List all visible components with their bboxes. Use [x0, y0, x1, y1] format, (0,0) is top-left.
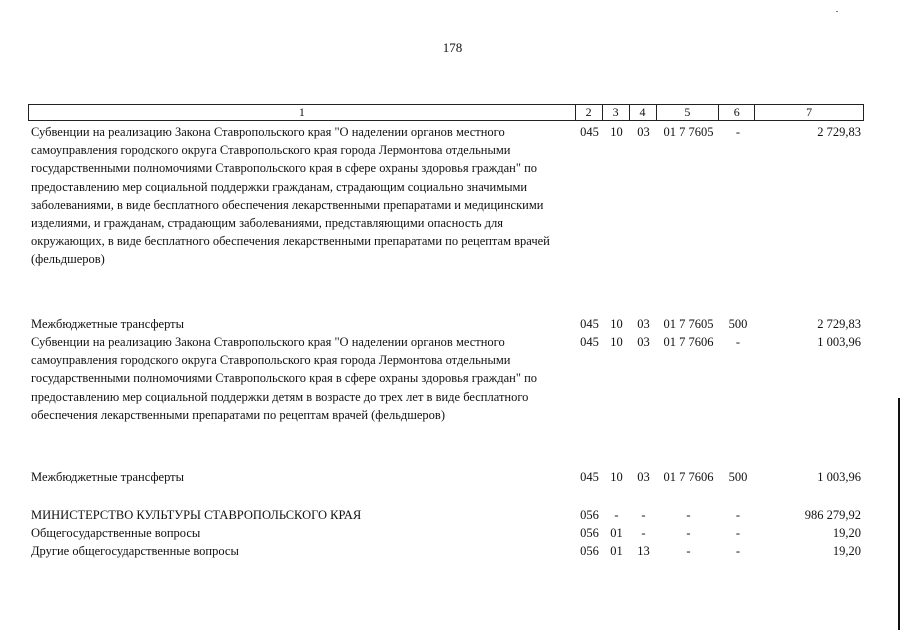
row-subsection-code: -	[641, 508, 646, 522]
row-section-code: 10	[610, 317, 623, 331]
row-admin-code: 056	[580, 508, 599, 522]
column-header-7: 7	[806, 105, 813, 119]
row-name: МИНИСТЕРСТВО КУЛЬТУРЫ СТАВРОПОЛЬСКОГО КРАЯ	[31, 508, 362, 522]
row-target-article: -	[686, 544, 691, 558]
row-amount: 1 003,96	[817, 470, 861, 484]
scan-margin-line	[898, 398, 900, 630]
row-amount: 2 729,83	[817, 125, 861, 139]
column-header-6: 6	[719, 105, 755, 120]
row-name: Межбюджетные трансферты	[31, 470, 185, 484]
row-section-code: 10	[610, 335, 623, 349]
scan-speck	[836, 11, 838, 12]
row-expense-type: -	[735, 335, 741, 349]
column-header-4: 4	[630, 105, 657, 120]
row-name: Общегосударственные вопросы	[31, 526, 201, 540]
row-expense-type: -	[735, 544, 741, 558]
row-section-code: 10	[610, 125, 623, 139]
row-amount: 19,20	[832, 544, 861, 558]
row-name: Другие общегосударственные вопросы	[31, 544, 239, 558]
column-header-2: 2	[576, 105, 603, 120]
row-section-code: 10	[610, 470, 623, 484]
row-admin-code: 045	[580, 125, 599, 139]
row-name: Межбюджетные трансферты	[31, 317, 185, 331]
row-amount: 1 003,96	[817, 335, 861, 349]
row-target-article: 01 7 7605	[663, 125, 714, 139]
row-target-article: 01 7 7605	[663, 317, 714, 331]
row-expense-type: 500	[728, 317, 748, 331]
row-target-article: -	[686, 508, 691, 522]
row-section-code: -	[614, 508, 619, 522]
row-subsection-code: 03	[637, 317, 650, 331]
row-amount: 986 279,92	[804, 508, 861, 522]
row-expense-type: -	[735, 526, 741, 540]
row-admin-code: 056	[580, 526, 599, 540]
row-section-code: 01	[610, 526, 623, 540]
row-admin-code: 045	[580, 335, 599, 349]
row-name: Субвенции на реализацию Закона Ставропольского края "О наделении органов местного самоуправления городского округа Ставропольского края города Лермонтова отдельными государственными полномочиями Ставропольского края в сфере охраны здоровья граждан" по предоставлению мер социальной поддержки гражданам, страдающим социально значимыми заболеваниями, в виде бесплатного обеспечения лекарственными препаратами и медицинскими изделиями, и гражданам, страдающим заболеваниями, представляющими опасность для окружающих, в виде бесплатного обеспечения лекарственными препаратами по рецептам врачей (фельдшеров)	[31, 125, 550, 267]
row-target-article: 01 7 7606	[663, 335, 714, 349]
row-target-article: -	[686, 526, 691, 540]
column-header-5: 5	[657, 105, 720, 120]
row-expense-type: 500	[728, 470, 748, 484]
row-subsection-code: 13	[637, 544, 650, 558]
table-header	[28, 104, 864, 121]
column-header-1: 1	[29, 105, 576, 120]
column-header-3: 3	[603, 105, 630, 120]
row-amount: 19,20	[832, 526, 861, 540]
row-subsection-code: 03	[637, 125, 650, 139]
row-section-code: 01	[610, 544, 623, 558]
row-target-article: 01 7 7606	[663, 470, 714, 484]
row-subsection-code: 03	[637, 335, 650, 349]
row-admin-code: 045	[580, 470, 599, 484]
row-expense-type: -	[735, 508, 741, 522]
row-amount: 2 729,83	[817, 317, 861, 331]
row-subsection-code: 03	[637, 470, 650, 484]
row-name: Субвенции на реализацию Закона Ставропольского края "О наделении органов местного самоуправления городского округа Ставропольского края города Лермонтова отдельными государственными полномочиями Ставропольского края в сфере охраны здоровья граждан" по предоставлению мер социальной поддержки детям в возрасте до трех лет в виде бесплатного обеспечения лекарственными препаратами по рецептам врачей (фельдшеров)	[31, 335, 538, 422]
row-admin-code: 045	[580, 317, 599, 331]
row-subsection-code: -	[641, 526, 646, 540]
row-expense-type: -	[735, 125, 741, 139]
page-number: 178	[442, 40, 463, 55]
row-admin-code: 056	[580, 544, 599, 558]
